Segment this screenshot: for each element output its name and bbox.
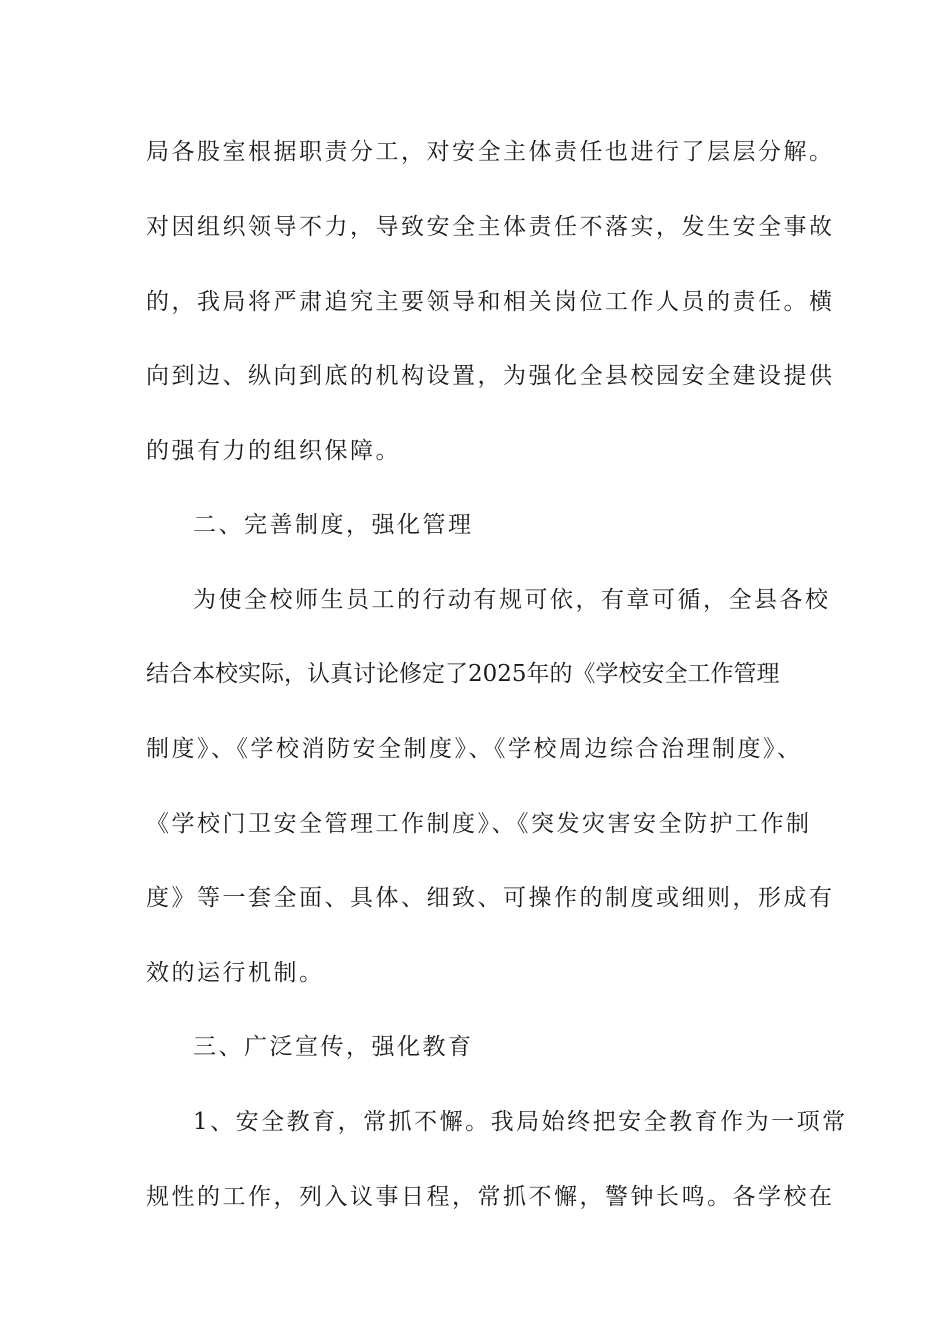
body-text-line: 的强有力的组织保障。 bbox=[146, 438, 401, 464]
body-text-line: 向到边、纵向到底的机构设置，为强化全县校园安全建设提供 bbox=[146, 363, 835, 389]
body-text-line: 效的运行机制。 bbox=[146, 960, 325, 986]
body-text-line: 制度》、《学校消防安全制度》、《学校周边综合治理制度》、 bbox=[146, 736, 803, 762]
body-text-line: 结合本校实际，认真讨论修定了2025年的《学校安全工作管理 bbox=[146, 661, 780, 687]
body-text-line: 局各股室根据职责分工，对安全主体责任也进行了层层分解。 bbox=[146, 139, 835, 165]
paragraph-first-line: 为使全校师生员工的行动有规可依，有章可循，全县各校 bbox=[193, 587, 831, 613]
section-heading: 二、完善制度，强化管理 bbox=[193, 512, 474, 538]
section-heading: 三、广泛宣传，强化教育 bbox=[193, 1034, 474, 1060]
body-text-line: 《学校门卫安全管理工作制度》、《突发灾害安全防护工作制 bbox=[146, 811, 812, 837]
body-text-line: 规性的工作，列入议事日程，常抓不懈，警钟长鸣。各学校在 bbox=[146, 1184, 835, 1210]
body-text-line: 度》等一套全面、具体、细致、可操作的制度或细则，形成有 bbox=[146, 885, 835, 911]
paragraph-first-line: 1、安全教育，常抓不懈。我局始终把安全教育作为一项常 bbox=[193, 1109, 848, 1135]
body-text-line: 对因组织领导不力，导致安全主体责任不落实，发生安全事故 bbox=[146, 214, 835, 240]
body-text-line: 的，我局将严肃追究主要领导和相关岗位工作人员的责任。横 bbox=[146, 289, 835, 315]
